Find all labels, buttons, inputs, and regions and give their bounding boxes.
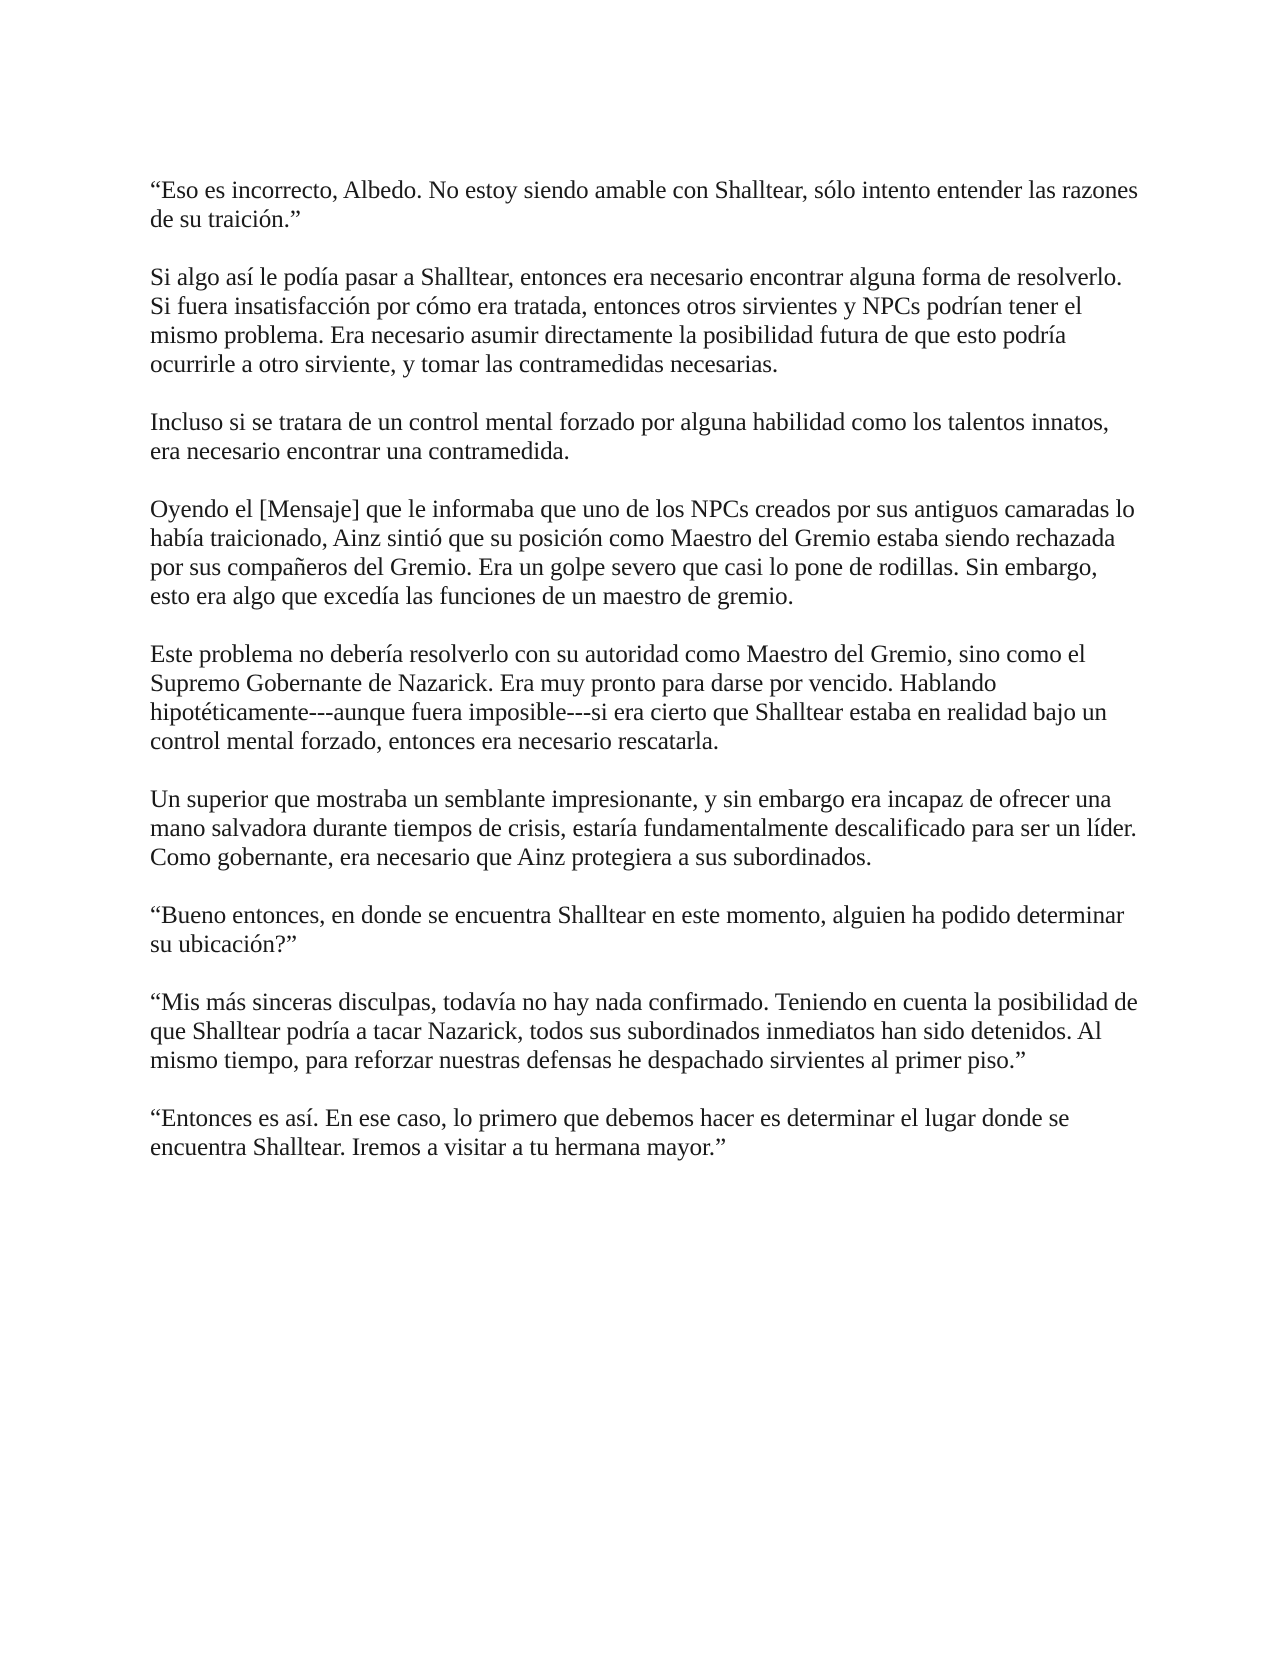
paragraph-8: “Bueno entonces, en donde se encuentra Shalltear en este momento, alguien ha podido determinar su ubicación?” — [150, 902, 1125, 958]
paragraph-1: “Eso es incorrecto, Albedo. No estoy siendo amable con Shalltear, sólo intento entender las razones de su traición.” — [150, 177, 1138, 233]
paragraph-5: Este problema no debería resolverlo con su autoridad como Maestro del Gremio, sino como el Supremo Gobernante de Nazarick. Era muy pronto para darse por vencido. Hablando hipotéticamente---aunque fuera imposible---si era cierto que Shalltear estaba en realidad bajo un control mental forzado, entonces era necesario rescatarla. — [150, 641, 1107, 755]
paragraph-6: Un superior que mostraba un semblante impresionante, y sin embargo era incapaz de ofrecer una mano salvadora durante tiempos de crisis, estaría fundamentalmente descalificado para ser un líder. — [150, 786, 1137, 842]
paragraph-10: “Entonces es así. En ese caso, lo primero que debemos hacer es determinar el lugar donde se encuentra Shalltear. Iremos a visitar a tu hermana mayor.” — [150, 1105, 1070, 1161]
paragraph-4: Oyendo el [Mensaje] que le informaba que uno de los NPCs creados por sus antiguos camaradas lo había traicionado, Ainz sintió que su posición como Maestro del Gremio estaba siendo rechazada por sus compañeros del Gremio. Era un golpe severo que casi lo pone de rodillas. Sin embargo, esto era algo que excedía las funciones de un maestro de gremio. — [150, 496, 1135, 610]
paragraph-3: Incluso si se tratara de un control mental forzado por alguna habilidad como los talentos innatos, era necesario encontrar una contramedida. — [150, 409, 1109, 465]
document-body — [150, 176, 1140, 1191]
paragraph-7: Como gobernante, era necesario que Ainz protegiera a sus subordinados. — [150, 844, 872, 871]
paragraph-2: Si algo así le podía pasar a Shalltear, entonces era necesario encontrar alguna forma de resolverlo. Si fuera insatisfacción por cómo era tratada, entonces otros sirvientes y NPCs podrían tener el mismo problema. Era necesario asumir directamente la posibilidad futura de que esto podría ocurrirle a otro sirviente, y tomar las contramedidas necesarias. — [150, 264, 1123, 378]
paragraph-9: “Mis más sinceras disculpas, todavía no hay nada confirmado. Teniendo en cuenta la posibilidad de que Shalltear podría a tacar Nazarick, todos sus subordinados inmediatos han sido detenidos. Al mismo tiempo, para reforzar nuestras defensas he despachado sirvientes al primer piso.” — [150, 989, 1138, 1074]
